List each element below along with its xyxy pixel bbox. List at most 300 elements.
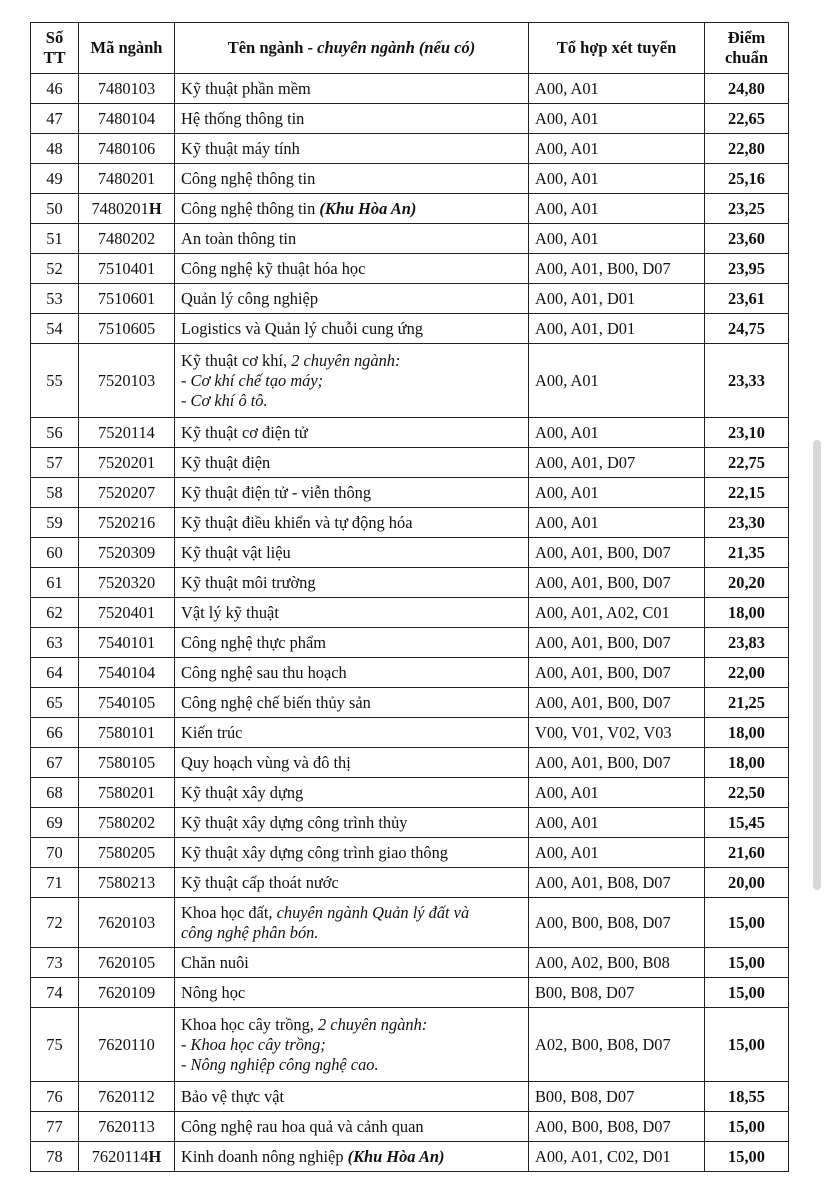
name-line bbox=[181, 813, 522, 833]
name-sub-line: - Cơ khí ô tô. bbox=[181, 390, 268, 410]
cell-stt: 53 bbox=[31, 284, 79, 314]
cell-code bbox=[79, 448, 175, 478]
cell-name bbox=[175, 718, 529, 748]
cell-code bbox=[79, 978, 175, 1008]
code-number: 7620109 bbox=[97, 982, 156, 1002]
table-row bbox=[31, 838, 789, 868]
table-row bbox=[31, 448, 789, 478]
name-line bbox=[181, 351, 522, 371]
name-text: Kỹ thuật điều khiển và tự động hóa bbox=[181, 512, 413, 532]
table-row bbox=[31, 314, 789, 344]
code-number: 7480106 bbox=[97, 138, 156, 158]
cell-score: 23,83 bbox=[705, 628, 789, 658]
table-row bbox=[31, 568, 789, 598]
code-number: 7510601 bbox=[97, 288, 156, 308]
name-line bbox=[181, 1087, 522, 1107]
code-number: 7480201 bbox=[91, 198, 149, 218]
name-line bbox=[181, 1117, 522, 1137]
cell-stt: 65 bbox=[31, 688, 79, 718]
cell-combo: A00, A01, B00, D07 bbox=[529, 748, 705, 778]
cell-name bbox=[175, 478, 529, 508]
cell-code bbox=[79, 1142, 175, 1172]
header-score: Điểm chuẩn bbox=[705, 23, 789, 74]
cell-score: 23,61 bbox=[705, 284, 789, 314]
cell-name bbox=[175, 978, 529, 1008]
cell-stt: 48 bbox=[31, 134, 79, 164]
cell-name bbox=[175, 224, 529, 254]
name-text: Công nghệ kỹ thuật hóa học bbox=[181, 258, 366, 278]
cell-code bbox=[79, 1008, 175, 1082]
cell-combo: A00, A01, D01 bbox=[529, 314, 705, 344]
code-number: 7620103 bbox=[97, 912, 156, 932]
cell-name bbox=[175, 1008, 529, 1082]
cell-stt: 78 bbox=[31, 1142, 79, 1172]
name-text: Công nghệ thực phẩm bbox=[181, 632, 326, 652]
name-line bbox=[181, 953, 522, 973]
table-row bbox=[31, 478, 789, 508]
header-name-plain: Tên ngành - bbox=[227, 38, 318, 57]
cell-combo: A00, A01 bbox=[529, 74, 705, 104]
code-number: 7520114 bbox=[98, 422, 155, 442]
cell-score: 21,60 bbox=[705, 838, 789, 868]
name-line bbox=[181, 693, 522, 713]
name-line bbox=[181, 453, 522, 473]
cell-combo: A00, A01, D07 bbox=[529, 448, 705, 478]
cell-code bbox=[79, 658, 175, 688]
code-number: 7520201 bbox=[97, 452, 156, 472]
name-text: Quy hoạch vùng và đô thị bbox=[181, 752, 351, 772]
cell-stt: 63 bbox=[31, 628, 79, 658]
cell-combo: A00, A01 bbox=[529, 104, 705, 134]
cell-stt: 71 bbox=[31, 868, 79, 898]
cell-name bbox=[175, 948, 529, 978]
cell-stt: 49 bbox=[31, 164, 79, 194]
code-number: 7580101 bbox=[97, 722, 156, 742]
code-number: 7480201 bbox=[97, 168, 156, 188]
name-line bbox=[181, 513, 522, 533]
cell-name bbox=[175, 688, 529, 718]
cell-code bbox=[79, 718, 175, 748]
code-number: 7620105 bbox=[97, 952, 156, 972]
header-combo: Tổ hợp xét tuyển bbox=[529, 23, 705, 74]
table-row bbox=[31, 1082, 789, 1112]
table-row bbox=[31, 688, 789, 718]
cell-stt: 54 bbox=[31, 314, 79, 344]
cell-name bbox=[175, 1112, 529, 1142]
cell-score: 15,00 bbox=[705, 948, 789, 978]
cell-code bbox=[79, 164, 175, 194]
cell-combo: A00, A01 bbox=[529, 508, 705, 538]
name-text: Công nghệ rau hoa quả và cảnh quan bbox=[181, 1116, 424, 1136]
cell-stt: 74 bbox=[31, 978, 79, 1008]
cell-code bbox=[79, 598, 175, 628]
cell-code bbox=[79, 314, 175, 344]
cell-name bbox=[175, 344, 529, 418]
table-row bbox=[31, 948, 789, 978]
cell-name bbox=[175, 74, 529, 104]
cell-name bbox=[175, 314, 529, 344]
cell-code bbox=[79, 688, 175, 718]
cell-combo: V00, V01, V02, V03 bbox=[529, 718, 705, 748]
code-number: 7580213 bbox=[97, 872, 156, 892]
table-row bbox=[31, 418, 789, 448]
cell-name bbox=[175, 838, 529, 868]
table-row bbox=[31, 194, 789, 224]
name-line bbox=[181, 319, 522, 339]
cell-code bbox=[79, 948, 175, 978]
cell-score: 18,00 bbox=[705, 718, 789, 748]
code-number: 7510401 bbox=[97, 258, 156, 278]
cell-name bbox=[175, 194, 529, 224]
code-number: 7520103 bbox=[97, 370, 156, 390]
cell-combo: A00, A01, B00, D07 bbox=[529, 628, 705, 658]
cell-score: 15,00 bbox=[705, 978, 789, 1008]
cell-code bbox=[79, 74, 175, 104]
name-text: Kỹ thuật vật liệu bbox=[181, 542, 291, 562]
table-row bbox=[31, 778, 789, 808]
table-body bbox=[31, 74, 789, 1172]
table-row bbox=[31, 748, 789, 778]
name-text: Khoa học cây trồng, bbox=[181, 1014, 318, 1034]
name-text: Nông học bbox=[181, 982, 246, 1002]
name-line bbox=[181, 289, 522, 309]
cell-stt: 60 bbox=[31, 538, 79, 568]
name-text: Công nghệ thông tin bbox=[181, 198, 320, 218]
name-line bbox=[181, 663, 522, 683]
cell-code bbox=[79, 104, 175, 134]
cell-combo: A02, B00, B08, D07 bbox=[529, 1008, 705, 1082]
name-line bbox=[181, 229, 522, 249]
code-number: 7620112 bbox=[98, 1086, 155, 1106]
cell-score: 24,80 bbox=[705, 74, 789, 104]
name-italic: chuyên ngành Quản lý đất và bbox=[276, 902, 470, 922]
cell-stt: 51 bbox=[31, 224, 79, 254]
name-line bbox=[181, 543, 522, 563]
table-row bbox=[31, 1008, 789, 1082]
cell-score: 15,00 bbox=[705, 898, 789, 948]
header-code: Mã ngành bbox=[79, 23, 175, 74]
name-text: Kỹ thuật xây dựng bbox=[181, 782, 304, 802]
cell-stt: 57 bbox=[31, 448, 79, 478]
name-line bbox=[181, 109, 522, 129]
cell-stt: 52 bbox=[31, 254, 79, 284]
cell-name bbox=[175, 254, 529, 284]
code-number: 7580205 bbox=[97, 842, 156, 862]
cell-stt: 66 bbox=[31, 718, 79, 748]
code-number: 7520320 bbox=[97, 572, 156, 592]
cell-score: 25,16 bbox=[705, 164, 789, 194]
cell-score: 22,15 bbox=[705, 478, 789, 508]
cell-combo: A00, A01, B08, D07 bbox=[529, 868, 705, 898]
cell-score: 21,35 bbox=[705, 538, 789, 568]
cell-code bbox=[79, 538, 175, 568]
code-number: 7480202 bbox=[97, 228, 156, 248]
name-text: Kiến trúc bbox=[181, 722, 243, 742]
cell-name bbox=[175, 898, 529, 948]
table-row bbox=[31, 718, 789, 748]
cell-combo: B00, B08, D07 bbox=[529, 978, 705, 1008]
name-sub-line: - Khoa học cây trồng; bbox=[181, 1034, 326, 1054]
cell-score: 23,95 bbox=[705, 254, 789, 284]
cell-code bbox=[79, 478, 175, 508]
cell-combo: A00, B00, B08, D07 bbox=[529, 898, 705, 948]
name-text: Công nghệ thông tin bbox=[181, 168, 316, 188]
table-row bbox=[31, 808, 789, 838]
cell-name bbox=[175, 284, 529, 314]
cell-name bbox=[175, 778, 529, 808]
name-text: Kinh doanh nông nghiệp bbox=[181, 1146, 348, 1166]
name-text: Kỹ thuật cơ khí, bbox=[181, 350, 292, 370]
name-text: Kỹ thuật xây dựng công trình thủy bbox=[181, 812, 408, 832]
table-row bbox=[31, 1112, 789, 1142]
cell-score: 24,75 bbox=[705, 314, 789, 344]
code-number: 7620114 bbox=[91, 1146, 149, 1166]
name-line bbox=[181, 1147, 522, 1167]
code-number: 7510605 bbox=[97, 318, 156, 338]
cell-combo: A00, B00, B08, D07 bbox=[529, 1112, 705, 1142]
cell-name bbox=[175, 1142, 529, 1172]
cell-stt: 64 bbox=[31, 658, 79, 688]
cell-score: 18,00 bbox=[705, 748, 789, 778]
cell-stt: 47 bbox=[31, 104, 79, 134]
cell-score: 15,00 bbox=[705, 1112, 789, 1142]
cell-score: 22,00 bbox=[705, 658, 789, 688]
cell-name bbox=[175, 104, 529, 134]
cell-score: 15,45 bbox=[705, 808, 789, 838]
cell-stt: 72 bbox=[31, 898, 79, 948]
admission-score-table bbox=[30, 22, 789, 1172]
name-sub-line: - Nông nghiệp công nghệ cao. bbox=[181, 1054, 379, 1074]
cell-stt: 61 bbox=[31, 568, 79, 598]
name-line bbox=[181, 783, 522, 803]
cell-score: 23,10 bbox=[705, 418, 789, 448]
code-number: 7620113 bbox=[98, 1116, 155, 1136]
name-line bbox=[181, 573, 522, 593]
cell-name bbox=[175, 448, 529, 478]
cell-code bbox=[79, 1112, 175, 1142]
name-line bbox=[181, 483, 522, 503]
code-number: 7580201 bbox=[97, 782, 156, 802]
code-number: 7620110 bbox=[98, 1034, 155, 1054]
name-text: Kỹ thuật phần mềm bbox=[181, 78, 311, 98]
name-line bbox=[181, 1015, 522, 1035]
cell-code bbox=[79, 254, 175, 284]
header-name-italic: chuyên ngành (nếu có) bbox=[317, 38, 476, 57]
code-number: 7480103 bbox=[97, 78, 156, 98]
table-row bbox=[31, 508, 789, 538]
code-number: 7520216 bbox=[97, 512, 156, 532]
cell-combo: A00, A01, A02, C01 bbox=[529, 598, 705, 628]
cell-score: 15,00 bbox=[705, 1008, 789, 1082]
cell-name bbox=[175, 748, 529, 778]
cell-stt: 69 bbox=[31, 808, 79, 838]
cell-combo: A00, A01 bbox=[529, 224, 705, 254]
table-header-row bbox=[31, 23, 789, 74]
cell-name bbox=[175, 868, 529, 898]
cell-stt: 73 bbox=[31, 948, 79, 978]
cell-combo: A00, A01 bbox=[529, 808, 705, 838]
table-row bbox=[31, 868, 789, 898]
cell-score: 23,60 bbox=[705, 224, 789, 254]
code-number: 7580202 bbox=[97, 812, 156, 832]
cell-combo: A00, A01 bbox=[529, 778, 705, 808]
cell-combo: A00, A01, B00, D07 bbox=[529, 688, 705, 718]
name-text: Chăn nuôi bbox=[181, 952, 249, 972]
cell-score: 20,00 bbox=[705, 868, 789, 898]
cell-name bbox=[175, 568, 529, 598]
cell-stt: 76 bbox=[31, 1082, 79, 1112]
name-text: An toàn thông tin bbox=[181, 228, 297, 248]
code-suffix: H bbox=[148, 1146, 162, 1166]
name-line bbox=[181, 873, 522, 893]
cell-combo: A00, A01, C02, D01 bbox=[529, 1142, 705, 1172]
cell-score: 23,25 bbox=[705, 194, 789, 224]
cell-code bbox=[79, 1082, 175, 1112]
code-suffix: H bbox=[148, 198, 162, 218]
name-line bbox=[181, 259, 522, 279]
name-text: Quản lý công nghiệp bbox=[181, 288, 319, 308]
scrollbar[interactable] bbox=[813, 440, 821, 890]
cell-score: 20,20 bbox=[705, 568, 789, 598]
name-line bbox=[181, 199, 522, 219]
cell-name bbox=[175, 658, 529, 688]
name-text: Kỹ thuật máy tính bbox=[181, 138, 300, 158]
table-row bbox=[31, 224, 789, 254]
cell-name bbox=[175, 1082, 529, 1112]
cell-score: 15,00 bbox=[705, 1142, 789, 1172]
cell-score: 22,80 bbox=[705, 134, 789, 164]
cell-code bbox=[79, 628, 175, 658]
cell-code bbox=[79, 838, 175, 868]
cell-combo: A00, A01, B00, D07 bbox=[529, 658, 705, 688]
cell-name bbox=[175, 508, 529, 538]
table-row bbox=[31, 254, 789, 284]
name-text: Kỹ thuật cấp thoát nước bbox=[181, 872, 339, 892]
code-number: 7520401 bbox=[97, 602, 156, 622]
cell-stt: 55 bbox=[31, 344, 79, 418]
cell-combo: A00, A01, B00, D07 bbox=[529, 568, 705, 598]
name-line bbox=[181, 79, 522, 99]
cell-code bbox=[79, 898, 175, 948]
cell-stt: 58 bbox=[31, 478, 79, 508]
table-row bbox=[31, 74, 789, 104]
cell-name bbox=[175, 538, 529, 568]
table-row bbox=[31, 658, 789, 688]
name-text: Hệ thống thông tin bbox=[181, 108, 305, 128]
table-row bbox=[31, 104, 789, 134]
cell-combo: A00, A01 bbox=[529, 478, 705, 508]
code-number: 7520309 bbox=[97, 542, 156, 562]
cell-stt: 75 bbox=[31, 1008, 79, 1082]
name-line bbox=[181, 169, 522, 189]
table-row bbox=[31, 344, 789, 418]
name-italic: 2 chuyên ngành: bbox=[291, 350, 401, 370]
cell-name bbox=[175, 598, 529, 628]
cell-score: 22,75 bbox=[705, 448, 789, 478]
table-row bbox=[31, 1142, 789, 1172]
name-line bbox=[181, 603, 522, 623]
table-row bbox=[31, 628, 789, 658]
cell-stt: 46 bbox=[31, 74, 79, 104]
name-text: Logistics và Quản lý chuỗi cung ứng bbox=[181, 318, 423, 338]
table-row bbox=[31, 164, 789, 194]
cell-code bbox=[79, 134, 175, 164]
cell-code bbox=[79, 778, 175, 808]
cell-stt: 56 bbox=[31, 418, 79, 448]
name-text: Kỹ thuật xây dựng công trình giao thông bbox=[181, 842, 448, 862]
cell-score: 18,55 bbox=[705, 1082, 789, 1112]
name-line bbox=[181, 139, 522, 159]
name-text: Khoa học đất, bbox=[181, 902, 277, 922]
code-number: 7480104 bbox=[97, 108, 156, 128]
name-text: Công nghệ chế biến thủy sản bbox=[181, 692, 371, 712]
name-line bbox=[181, 903, 522, 923]
cell-code bbox=[79, 568, 175, 598]
name-campus: (Khu Hòa An) bbox=[347, 1146, 445, 1166]
cell-name bbox=[175, 164, 529, 194]
name-text: Kỹ thuật điện tử - viễn thông bbox=[181, 482, 372, 502]
cell-code bbox=[79, 748, 175, 778]
cell-stt: 77 bbox=[31, 1112, 79, 1142]
code-number: 7540101 bbox=[97, 632, 156, 652]
cell-combo: A00, A01 bbox=[529, 194, 705, 224]
name-line bbox=[181, 753, 522, 773]
name-text: Công nghệ sau thu hoạch bbox=[181, 662, 347, 682]
table-row bbox=[31, 978, 789, 1008]
cell-name bbox=[175, 808, 529, 838]
cell-stt: 59 bbox=[31, 508, 79, 538]
cell-code bbox=[79, 508, 175, 538]
name-text: Kỹ thuật điện bbox=[181, 452, 271, 472]
cell-combo: A00, A01 bbox=[529, 164, 705, 194]
cell-combo: A00, A01 bbox=[529, 418, 705, 448]
cell-score: 18,00 bbox=[705, 598, 789, 628]
code-number: 7520207 bbox=[97, 482, 156, 502]
cell-name bbox=[175, 418, 529, 448]
cell-name bbox=[175, 628, 529, 658]
table-row bbox=[31, 598, 789, 628]
name-text: Kỹ thuật môi trường bbox=[181, 572, 316, 592]
cell-code bbox=[79, 808, 175, 838]
name-campus: (Khu Hòa An) bbox=[319, 198, 417, 218]
cell-code bbox=[79, 284, 175, 314]
name-italic: 2 chuyên ngành: bbox=[318, 1014, 428, 1034]
cell-combo: A00, A01, D01 bbox=[529, 284, 705, 314]
table-row bbox=[31, 538, 789, 568]
cell-score: 21,25 bbox=[705, 688, 789, 718]
cell-code bbox=[79, 194, 175, 224]
cell-stt: 62 bbox=[31, 598, 79, 628]
table-row bbox=[31, 134, 789, 164]
header-name bbox=[175, 23, 529, 74]
cell-name bbox=[175, 134, 529, 164]
name-text: Bảo vệ thực vật bbox=[181, 1086, 285, 1106]
name-text: Vật lý kỹ thuật bbox=[181, 602, 279, 622]
cell-score: 22,65 bbox=[705, 104, 789, 134]
table-row bbox=[31, 898, 789, 948]
cell-combo: A00, A01 bbox=[529, 134, 705, 164]
cell-combo: A00, A02, B00, B08 bbox=[529, 948, 705, 978]
cell-score: 23,33 bbox=[705, 344, 789, 418]
cell-stt: 70 bbox=[31, 838, 79, 868]
name-line bbox=[181, 843, 522, 863]
cell-combo: B00, B08, D07 bbox=[529, 1082, 705, 1112]
header-stt: Số TT bbox=[31, 23, 79, 74]
code-number: 7540104 bbox=[97, 662, 156, 682]
name-text: Kỹ thuật cơ điện tử bbox=[181, 422, 308, 442]
table-row bbox=[31, 284, 789, 314]
cell-score: 22,50 bbox=[705, 778, 789, 808]
